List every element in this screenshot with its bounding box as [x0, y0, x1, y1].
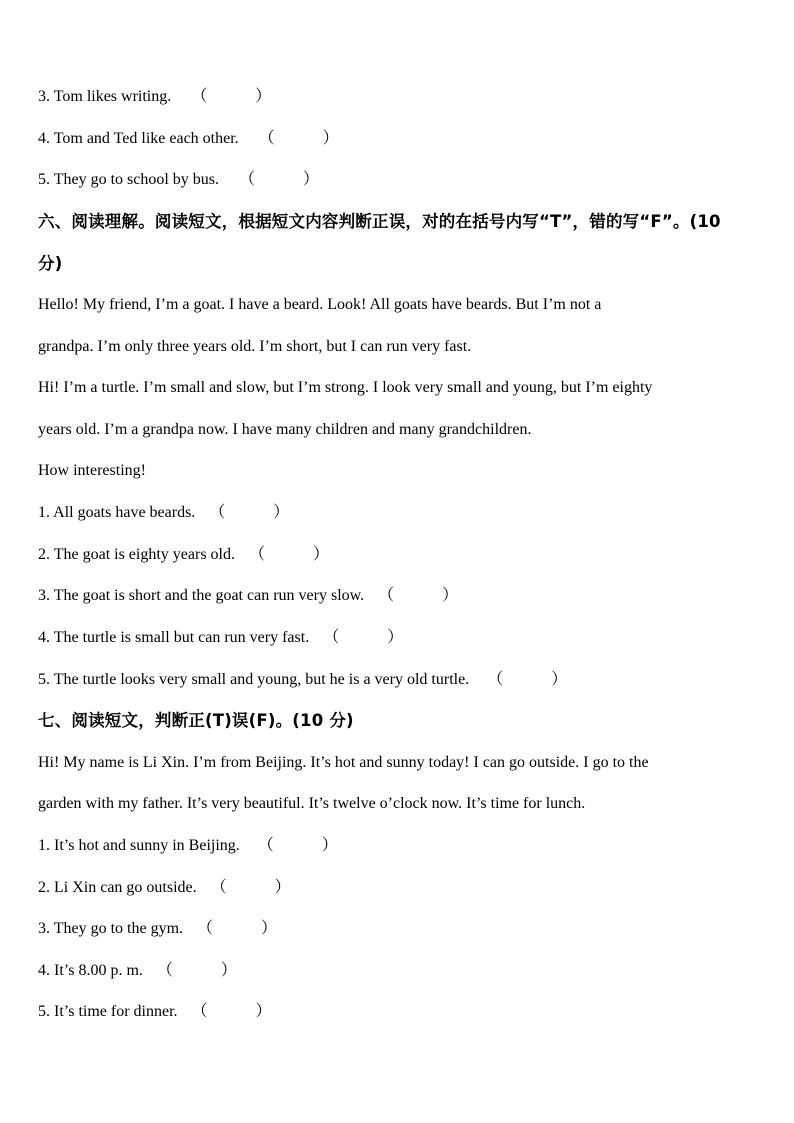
answer-bracket[interactable]: （ ）	[209, 504, 290, 521]
answer-bracket[interactable]: （ ）	[258, 130, 339, 147]
question-item	[38, 919, 774, 939]
question-text: 5. The turtle looks very small and young, but he is a very old turtle.	[38, 671, 470, 688]
question-item	[38, 586, 774, 606]
answer-bracket[interactable]: （ ）	[323, 629, 404, 646]
section-6-heading: 六、阅读理解。阅读短文，根据短文内容判断正误，对的在括号内写“T”，错的写“F”。(10	[38, 212, 721, 231]
passage-line: Hello! My friend, I’m a goat. I have a beard. Look! All goats have beards. But I’m not a	[38, 296, 602, 313]
question-text: 4. The turtle is small but can run very fast.	[38, 629, 310, 646]
question-text: 3. Tom likes writing.	[38, 88, 172, 105]
question-item	[38, 878, 774, 898]
question-item	[38, 670, 774, 690]
question-item	[38, 170, 774, 190]
passage-line: years old. I’m a grandpa now. I have many children and many grandchildren.	[38, 421, 532, 438]
answer-bracket[interactable]: （ ）	[210, 879, 291, 896]
passage-line: Hi! My name is Li Xin. I’m from Beijing. It’s hot and sunny today! I can go outside. I go to the	[38, 754, 649, 771]
section-7-heading: 七、阅读短文，判断正(T)误(F)。(10 分)	[38, 711, 354, 730]
passage-line: Hi! I’m a turtle. I’m small and slow, but I’m strong. I look very small and young, but I’m eighty	[38, 379, 653, 396]
section-6-heading-cont: 分)	[38, 254, 63, 273]
passage-line: grandpa. I’m only three years old. I’m short, but I can run very fast.	[38, 338, 472, 355]
question-item	[38, 1002, 774, 1022]
passage-line: How interesting!	[38, 462, 146, 479]
question-text: 1. It’s hot and sunny in Beijing.	[38, 837, 240, 854]
question-item	[38, 961, 774, 981]
answer-bracket[interactable]: （ ）	[378, 587, 459, 604]
question-text: 2. Li Xin can go outside.	[38, 879, 197, 896]
answer-bracket[interactable]: （ ）	[257, 837, 338, 854]
question-item	[38, 628, 774, 648]
answer-bracket[interactable]: （ ）	[487, 671, 568, 688]
question-text: 5. It’s time for dinner.	[38, 1003, 178, 1020]
question-text: 2. The goat is eighty years old.	[38, 546, 235, 563]
passage-line: garden with my father. It’s very beautiful. It’s twelve o’clock now. It’s time for lunch.	[38, 795, 586, 812]
question-item	[38, 836, 774, 856]
question-item	[38, 129, 774, 149]
question-text: 4. Tom and Ted like each other.	[38, 130, 239, 147]
question-text: 3. They go to the gym.	[38, 920, 184, 937]
question-item	[38, 503, 774, 523]
answer-bracket[interactable]: （ ）	[249, 546, 330, 563]
question-text: 3. The goat is short and the goat can run very slow.	[38, 587, 365, 604]
question-item	[38, 87, 774, 107]
answer-bracket[interactable]: （ ）	[239, 171, 320, 188]
question-text: 5. They go to school by bus.	[38, 171, 220, 188]
question-item	[38, 545, 774, 565]
answer-bracket[interactable]: （ ）	[191, 1003, 272, 1020]
answer-bracket[interactable]: （ ）	[191, 88, 272, 105]
question-text: 4. It’s 8.00 p. m.	[38, 962, 143, 979]
answer-bracket[interactable]: （ ）	[156, 962, 237, 979]
answer-bracket[interactable]: （ ）	[197, 920, 278, 937]
question-text: 1. All goats have beards.	[38, 504, 196, 521]
